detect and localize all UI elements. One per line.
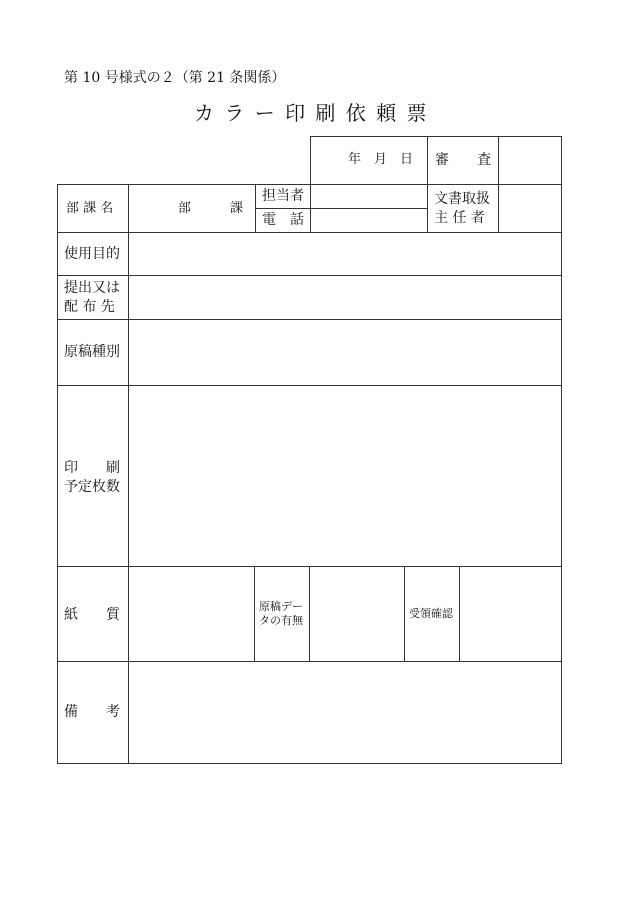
rule-left <box>57 184 58 764</box>
manuscript-type-label: 原稿種別 <box>64 344 120 360</box>
rule-row4 <box>57 319 562 320</box>
review-label: 審 査 <box>435 152 491 168</box>
rule-bottom <box>57 763 562 764</box>
receipt-confirm-label: 受領確認 <box>409 607 453 620</box>
rule-paper-4 <box>459 566 460 661</box>
rule-row7 <box>57 661 562 662</box>
submit-to-label-line1: 提出又は <box>64 280 120 296</box>
rule-contact-split <box>255 208 427 209</box>
person-in-charge-label: 担当者 <box>262 188 304 204</box>
form-title: カ ラ ー 印 刷 依 頼 票 <box>194 101 429 125</box>
rule-contact-col <box>310 136 311 232</box>
date-label: 年 月 日 <box>348 152 414 167</box>
department-value: 部 課 <box>178 201 244 216</box>
manuscript-data-label-line2: タの有無 <box>259 614 303 627</box>
print-count-label-line2: 予定枚数 <box>64 479 120 495</box>
rule-right <box>561 136 562 764</box>
phone-label: 電 話 <box>262 212 304 228</box>
rule-paper-3 <box>404 566 405 661</box>
manuscript-data-label-line1: 原稿デー <box>259 600 303 613</box>
rule-dept-split <box>255 184 256 232</box>
paper-quality-label: 紙 質 <box>64 607 120 623</box>
rule-review-col <box>427 136 428 232</box>
remarks-label: 備 考 <box>64 704 120 720</box>
department-label: 部 課 名 <box>66 201 114 216</box>
print-count-label-line1: 印 刷 <box>64 460 120 476</box>
submit-to-label-line2: 配 布 先 <box>64 299 115 315</box>
document-officer-label-line2: 主 任 者 <box>434 210 485 226</box>
form-header-note: 第 10 号様式の２（第 21 条関係） <box>64 70 286 86</box>
rule-row3 <box>57 275 562 276</box>
rule-row2 <box>57 232 562 233</box>
rule-row5 <box>57 385 562 386</box>
document-officer-label-line1: 文書取扱 <box>434 191 490 207</box>
rule-review-value-col <box>498 136 499 232</box>
purpose-label: 使用目的 <box>64 246 120 262</box>
rule-paper-1 <box>254 566 255 661</box>
rule-paper-2 <box>309 566 310 661</box>
rule-label-col <box>128 184 129 764</box>
rule-top <box>310 136 562 137</box>
